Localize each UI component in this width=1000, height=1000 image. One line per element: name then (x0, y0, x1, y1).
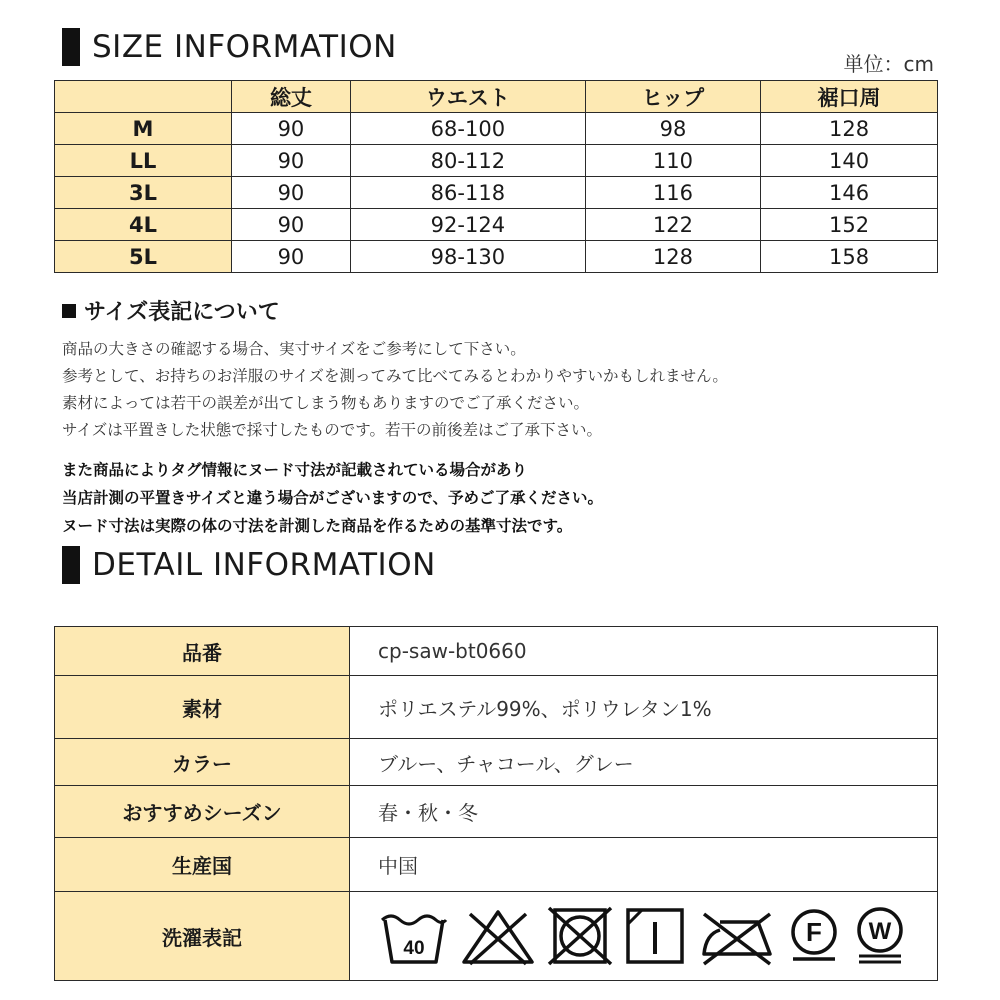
note-line: 参考として、お持ちのお洋服のサイズを測ってみて比べてみるとわかりやすいかもしれません。 (62, 367, 728, 385)
size-table-corner (55, 81, 232, 113)
table-cell: 158 (761, 241, 938, 273)
care-label: 洗濯表記 (55, 892, 350, 981)
table-cell: 128 (585, 241, 760, 273)
table-row (55, 676, 938, 739)
column-header: ヒップ (585, 81, 760, 113)
table-row (55, 627, 938, 676)
table-cell: 128 (761, 113, 938, 145)
table-cell: 98 (585, 113, 760, 145)
table-cell: 152 (761, 209, 938, 241)
note-bold-line: また商品によりタグ情報にヌード寸法が記載されている場合があり (62, 461, 528, 479)
wash-temp: 40 (403, 938, 425, 959)
size-label: 4L (55, 209, 232, 241)
table-row (55, 786, 938, 838)
table-cell: 122 (585, 209, 760, 241)
size-label: 5L (55, 241, 232, 273)
wet-clean-letter: W (868, 918, 892, 945)
square-bullet-icon (62, 304, 76, 318)
detail-label: 素材 (55, 676, 350, 739)
table-row (55, 241, 938, 273)
table-cell: 68-100 (350, 113, 585, 145)
wet-clean-w-icon (852, 906, 908, 966)
detail-value: 中国 (350, 838, 938, 892)
table-row (55, 838, 938, 892)
heading-bar (62, 546, 80, 584)
column-header: 総丈 (232, 81, 351, 113)
detail-label: 品番 (55, 627, 350, 676)
size-notes (62, 295, 962, 540)
table-cell: 80-112 (350, 145, 585, 177)
note-line: 商品の大きさの確認する場合、実寸サイズをご参考にして下さい。 (62, 340, 526, 358)
detail-value: ポリエステル99%、ポリウレタン1% (350, 676, 938, 739)
notes-title-text: サイズ表記について (84, 300, 280, 325)
table-cell: 146 (761, 177, 938, 209)
unit-label: 単位：cm (843, 52, 934, 76)
table-row (55, 177, 938, 209)
table-row (55, 145, 938, 177)
heading-bar (62, 28, 80, 66)
table-cell: 90 (232, 177, 351, 209)
table-cell: 90 (232, 209, 351, 241)
dry-clean-f-icon (786, 906, 842, 966)
table-cell: 90 (232, 145, 351, 177)
table-cell: 90 (232, 241, 351, 273)
notes-paragraph (62, 336, 962, 444)
table-row (55, 739, 938, 786)
table-row (55, 113, 938, 145)
table-cell: 98-130 (350, 241, 585, 273)
note-bold-line: ヌード寸法は実際の体の寸法を計測した商品を作るための基準寸法です。 (62, 517, 573, 535)
note-line: 素材によっては若干の誤差が出てしまう物もありますのでご了承ください。 (62, 394, 590, 412)
dry-clean-letter: F (806, 917, 822, 947)
care-icons-cell (350, 892, 938, 981)
size-table (54, 80, 938, 273)
detail-value: 春・秋・冬 (350, 786, 938, 838)
column-header: ウエスト (350, 81, 585, 113)
size-label: M (55, 113, 232, 145)
table-cell: 110 (585, 145, 760, 177)
size-heading-text: SIZE INFORMATION (92, 29, 397, 65)
table-cell: 90 (232, 113, 351, 145)
table-cell: 92-124 (350, 209, 585, 241)
detail-value: ブルー、チャコール、グレー (350, 739, 938, 786)
notes-bold-paragraph (62, 456, 962, 540)
no-iron-icon (698, 906, 776, 966)
wash-40-icon (378, 906, 450, 966)
detail-value: cp-saw-bt0660 (350, 627, 938, 676)
detail-section-heading (62, 546, 436, 584)
no-bleach-icon (460, 906, 536, 966)
detail-label: おすすめシーズン (55, 786, 350, 838)
note-bold-line: 当店計測の平置きサイズと違う場合がございますので、予めご了承ください。 (62, 489, 603, 507)
note-line: サイズは平置きした状態で採寸したものです。若干の前後差はご了承下さい。 (62, 421, 603, 439)
no-tumble-dry-icon (546, 906, 614, 966)
size-table-header-row (55, 81, 938, 113)
table-row (55, 209, 938, 241)
size-label: 3L (55, 177, 232, 209)
table-cell: 140 (761, 145, 938, 177)
line-dry-icon (624, 906, 688, 966)
notes-title (62, 295, 962, 326)
table-row (55, 892, 938, 981)
detail-table (54, 626, 938, 981)
detail-label: カラー (55, 739, 350, 786)
detail-label: 生産国 (55, 838, 350, 892)
size-section-heading (62, 28, 397, 66)
care-icons (378, 906, 937, 966)
detail-heading-text: DETAIL INFORMATION (92, 547, 436, 583)
column-header: 裾口周 (761, 81, 938, 113)
size-label: LL (55, 145, 232, 177)
table-cell: 86-118 (350, 177, 585, 209)
table-cell: 116 (585, 177, 760, 209)
